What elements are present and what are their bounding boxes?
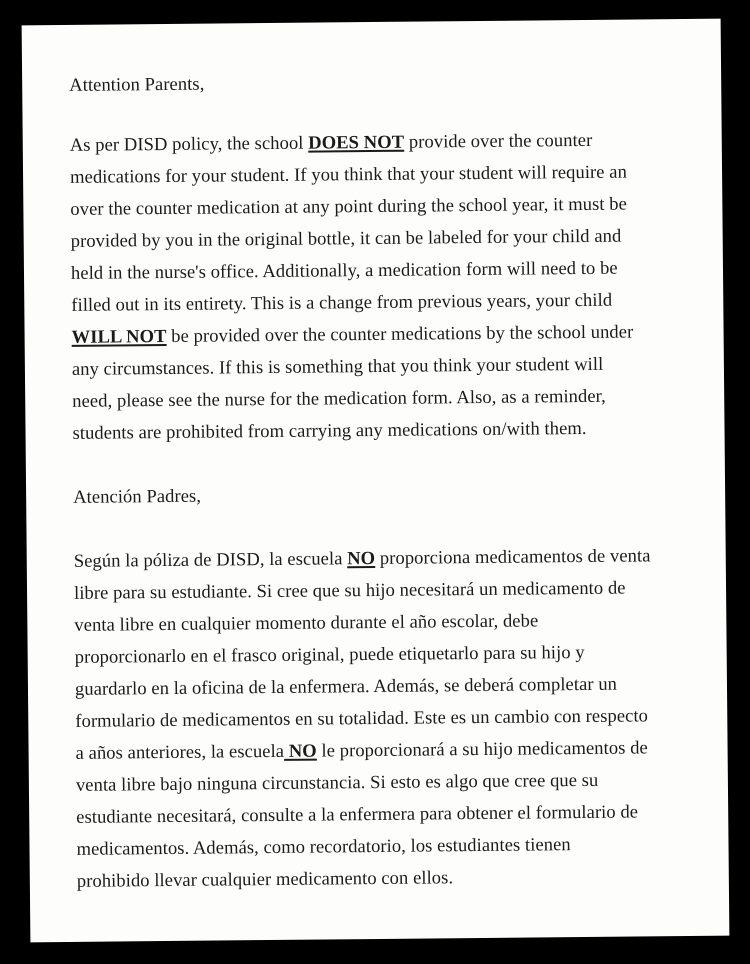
english-line-4: provided by you in the original bottle, it can be labeled for your child and xyxy=(70,225,622,252)
english-line-2: medications for your student. If you think that your student will require an xyxy=(69,161,628,188)
spanish-line-1: Según la póliza de DISD, la escuela NO proporciona medicamentos de venta xyxy=(73,545,651,572)
english-salutation: Attention Parents, xyxy=(69,73,205,96)
spanish-line-11: prohibido llevar cualquier medicamento con ellos. xyxy=(76,867,454,892)
spanish-line-2: libre para su estudiante. Si cree que su hijo necesitará un medicamento de xyxy=(73,577,626,604)
english-line-6: filled out in its entirety. This is a change from previous years, your child xyxy=(71,289,613,316)
english-line-8: any circumstances. If this is something that you think your student will xyxy=(71,353,604,380)
spanish-line-10: medicamentos. Además, como recordatorio, los estudiantes tienen xyxy=(76,834,571,860)
english-line-3: over the counter medication at any point during the school year, it must be xyxy=(70,193,628,220)
spanish-salutation: Atención Padres, xyxy=(73,485,202,508)
english-line-7: WILL NOT be provided over the counter medications by the school under xyxy=(71,321,634,348)
no-emphasis: NO xyxy=(283,740,317,762)
english-line-1: As per DISD policy, the school DOES NOT provide over the counter xyxy=(69,129,593,156)
english-line-9: need, please see the nurse for the medication form. Also, as a reminder, xyxy=(72,385,606,412)
will-not-emphasis: WILL NOT xyxy=(71,325,167,348)
does-not-emphasis: DOES NOT xyxy=(308,131,405,154)
english-line-10: students are prohibited from carrying any medications on/with them. xyxy=(72,417,587,444)
no-emphasis: NO xyxy=(347,548,376,570)
notice-body xyxy=(69,64,717,898)
english-paragraph xyxy=(70,124,713,450)
english-line-5: held in the nurse's office. Additionally, a medication form will need to be xyxy=(70,257,618,284)
spanish-line-5: guardarlo en la oficina de la enfermera. Además, se deberá completar un xyxy=(74,673,618,700)
spanish-paragraph xyxy=(74,540,717,898)
spanish-line-3: venta libre en cualquier momento durante el año escolar, debe xyxy=(74,610,539,636)
spanish-line-7: a años anteriores, la escuela NO le proporcionará a su hijo medicamentos de xyxy=(75,737,648,764)
spanish-line-4: proporcionarlo en el frasco original, puede etiquetarlo para su hijo y xyxy=(74,642,585,668)
spanish-line-9: estudiante necesitará, consulte a la enfermera para obtener el formulario de xyxy=(76,801,639,828)
spanish-line-6: formulario de medicamentos en su totalidad. Este es un cambio con respecto xyxy=(75,705,649,732)
notice-page xyxy=(22,19,730,943)
spanish-line-8: venta libre bajo ninguna circunstancia. Si esto es algo que cree que su xyxy=(75,769,599,796)
